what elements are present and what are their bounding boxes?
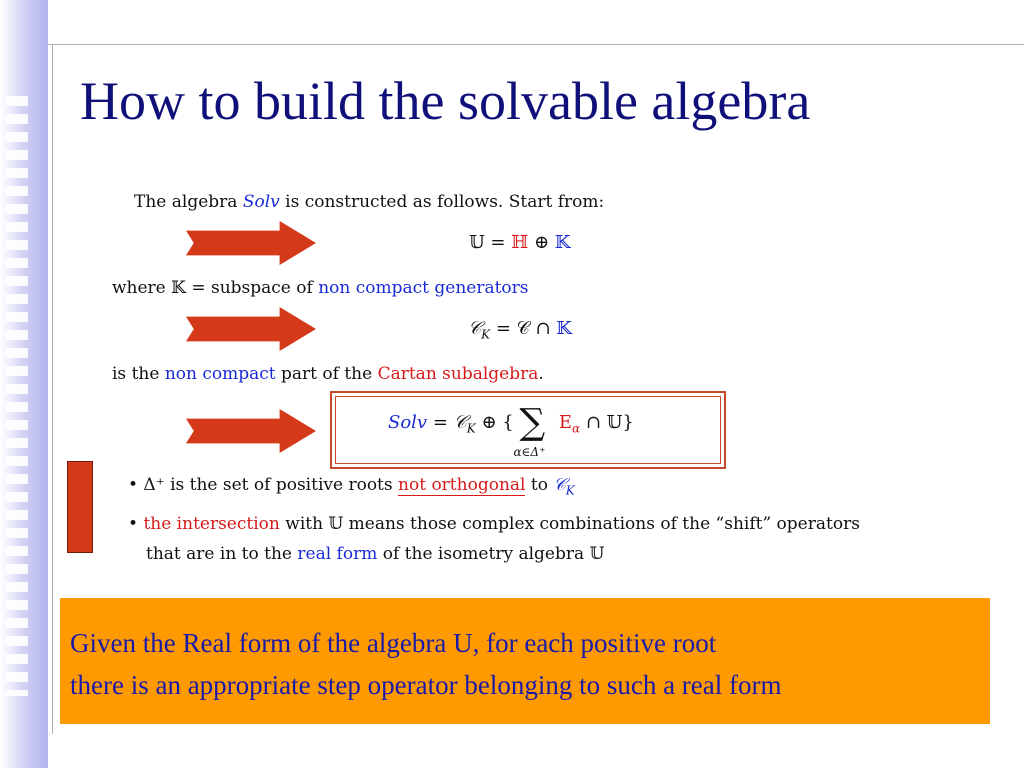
callout-box: [60, 598, 990, 724]
arrow-icon-3: [186, 409, 316, 453]
bullet-2: [128, 514, 860, 534]
callout-line-1: Given the Real form of the algebra U, for each positive root: [70, 628, 717, 658]
eq2-sub: K: [481, 327, 491, 342]
isthe-blue: non compact: [164, 364, 276, 384]
solv-definition-box: [330, 391, 726, 469]
callout-line-2: there is an appropriate step operator belonging to such a real form: [70, 670, 782, 700]
frame-left-line: [52, 44, 53, 734]
eq3-op: ⊕ {: [475, 412, 514, 433]
equation-1: [469, 232, 570, 253]
frame-top-line: [48, 44, 1024, 45]
equation-2: [468, 318, 572, 342]
isthe-red: Cartan subalgebra: [377, 364, 539, 384]
where-pre: where 𝕂 = subspace of: [112, 278, 319, 298]
eq2-k: 𝕂: [556, 318, 572, 339]
arrow-icon-2: [186, 307, 316, 351]
bullet2-line2-blue: real form: [297, 544, 378, 564]
bullet1-csub: K: [565, 483, 575, 498]
bullet1-mid: to: [525, 475, 554, 495]
bullet1-c: 𝒞: [553, 475, 566, 495]
intro-pre: The algebra: [134, 192, 243, 212]
isthe-pre: is the: [112, 364, 165, 384]
eq2-lhs: 𝒞: [468, 318, 482, 339]
intro-solv: Solv: [242, 192, 280, 212]
eq3-sub: K: [466, 421, 476, 436]
where-line: [112, 278, 529, 298]
bullet2-post: with 𝕌 means those complex combinations of the “shift” operators: [279, 514, 860, 534]
bullet2-pre: •: [128, 514, 144, 534]
isthe-post: .: [538, 364, 544, 384]
decor-squares: [6, 96, 28, 696]
red-accent-bar: [67, 461, 93, 553]
isthe-line: [112, 364, 544, 384]
eq2-mid: = 𝒞 ∩: [490, 318, 557, 339]
bullet1-red: not orthogonal: [398, 475, 526, 495]
eq1-k: 𝕂: [554, 232, 571, 253]
eq3-eq: = 𝒞: [427, 412, 467, 433]
sigma-glyph: ∑: [519, 402, 546, 443]
where-blue: non compact generators: [318, 278, 529, 298]
arrow-icon-1: [186, 221, 316, 265]
intro-post: is constructed as follows. Start from:: [279, 192, 605, 212]
bullet2-line2-pre: that are in to the: [146, 544, 298, 564]
eq1-h: ℍ: [511, 232, 529, 253]
bullet2-line2-post: of the isometry algebra 𝕌: [377, 544, 605, 564]
isthe-mid: part of the: [275, 364, 378, 384]
equation-3: [388, 402, 634, 459]
slide-title: How to build the solvable algebra: [80, 71, 811, 131]
bullet1-pre: • Δ⁺ is the set of positive roots: [128, 475, 399, 495]
bullet2-red: the intersection: [143, 514, 280, 534]
eq3-e: E: [558, 412, 573, 433]
bullet-1: [128, 475, 575, 498]
eq1-lhs: 𝕌 =: [469, 232, 512, 253]
intro-line: [134, 192, 604, 212]
bullet-2-line-2: [146, 544, 604, 564]
eq3-solv: Solv: [388, 412, 428, 433]
sum-subscript: α∈Δ⁺: [513, 445, 546, 459]
eq1-op: ⊕: [528, 232, 555, 253]
eq3-esub: α: [572, 421, 581, 436]
eq3-cap: ∩ 𝕌}: [580, 412, 634, 433]
sum-symbol: [513, 402, 546, 459]
